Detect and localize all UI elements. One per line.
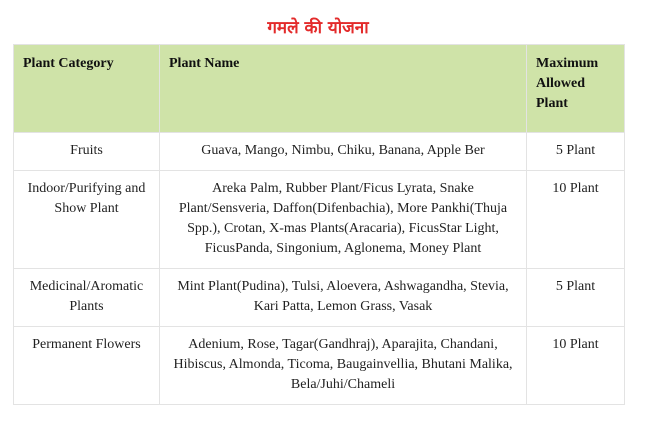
cell-max-allowed: 10 Plant bbox=[527, 327, 625, 405]
table-row bbox=[14, 171, 625, 269]
plant-table bbox=[13, 44, 625, 405]
header-plant-name: Plant Name bbox=[160, 45, 527, 133]
cell-plant-names: Guava, Mango, Nimbu, Chiku, Banana, Apple Ber bbox=[160, 133, 527, 171]
table-row bbox=[14, 327, 625, 405]
cell-max-allowed: 5 Plant bbox=[527, 133, 625, 171]
cell-category: Fruits bbox=[14, 133, 160, 171]
table-row bbox=[14, 269, 625, 327]
page-title: गमले की योजना bbox=[267, 18, 369, 38]
cell-plant-names: Adenium, Rose, Tagar(Gandhraj), Aparajita, Chandani, Hibiscus, Almonda, Ticoma, Baugainvellia, Bhutani Malika, Bela/Juhi/Chameli bbox=[160, 327, 527, 405]
cell-plant-names: Areka Palm, Rubber Plant/Ficus Lyrata, Snake Plant/Sensveria, Daffon(Difenbachia), More Pankhi(Thuja Spp.), Crotan, X-mas Plants(Aracaria), FicusStar Light, FicusPanda, Singonium, Aglonema, Money Plant bbox=[160, 171, 527, 269]
cell-max-allowed: 10 Plant bbox=[527, 171, 625, 269]
cell-plant-names: Mint Plant(Pudina), Tulsi, Aloevera, Ashwagandha, Stevia, Kari Patta, Lemon Grass, Vasak bbox=[160, 269, 527, 327]
cell-category: Permanent Flowers bbox=[14, 327, 160, 405]
table-header-row bbox=[14, 45, 625, 133]
cell-max-allowed: 5 Plant bbox=[527, 269, 625, 327]
cell-category: Indoor/Purifying and Show Plant bbox=[14, 171, 160, 269]
table-row bbox=[14, 133, 625, 171]
header-max-allowed: Maximum Allowed Plant bbox=[527, 45, 625, 133]
cell-category: Medicinal/Aromatic Plants bbox=[14, 269, 160, 327]
header-plant-category: Plant Category bbox=[14, 45, 160, 133]
